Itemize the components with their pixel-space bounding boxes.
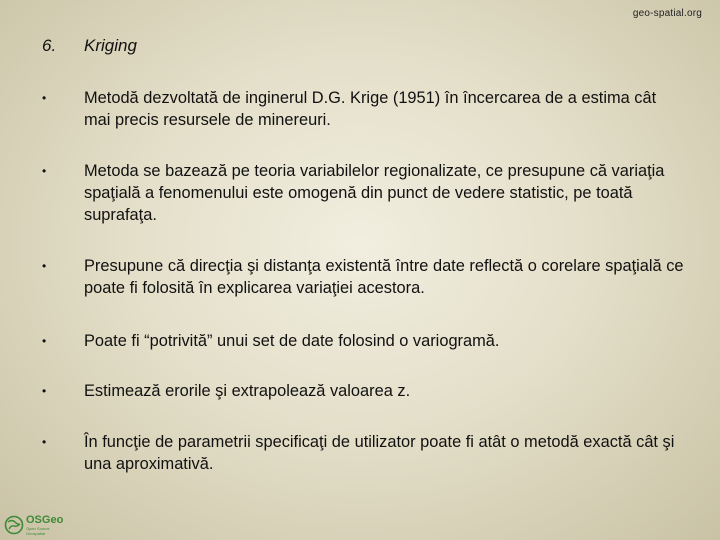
bullet-icon: • [42, 91, 47, 105]
list-item-text: În funcţie de parametrii specificaţi de utilizator poate fi atât o metodă exactă cât şi una aproximativă. [84, 433, 675, 473]
heading-number: 6. [42, 36, 57, 55]
bullet-icon: • [42, 435, 47, 449]
site-label: geo-spatial.org [632, 8, 702, 19]
bullet-icon: • [42, 164, 47, 178]
list-item-text: Metoda se bazează pe teoria variabilelor regionalizate, ce presupune că variaţia spaţială a fenomenului este omogenă din punct de vedere statistic, pe toată suprafaţa. [84, 162, 665, 224]
list-item-text: Estimează erorile şi extrapolează valoarea z. [84, 382, 411, 400]
osgeo-globe-icon [4, 515, 24, 535]
logo-name: OSGeo [26, 513, 64, 526]
list-item-text: Poate fi “potrivită” unui set de date folosind o variogramă. [84, 332, 500, 350]
osgeo-logo [4, 512, 64, 538]
heading-title: Kriging [84, 36, 137, 55]
bullet-icon: • [42, 259, 47, 273]
logo-tagline: Open Source Geospatial [26, 525, 50, 536]
list-item-text: Metodă dezvoltată de inginerul D.G. Krige (1951) în încercarea de a estima cât mai precis resursele de minereuri. [84, 89, 657, 129]
bullet-icon: • [42, 384, 47, 398]
list-item-text: Presupune că direcţia şi distanţa existentă între date reflectă o corelare spaţială ce poate fi folosită în explicarea variaţiei acestora. [84, 257, 684, 297]
bullet-icon: • [42, 334, 47, 348]
slide-heading [42, 36, 682, 58]
